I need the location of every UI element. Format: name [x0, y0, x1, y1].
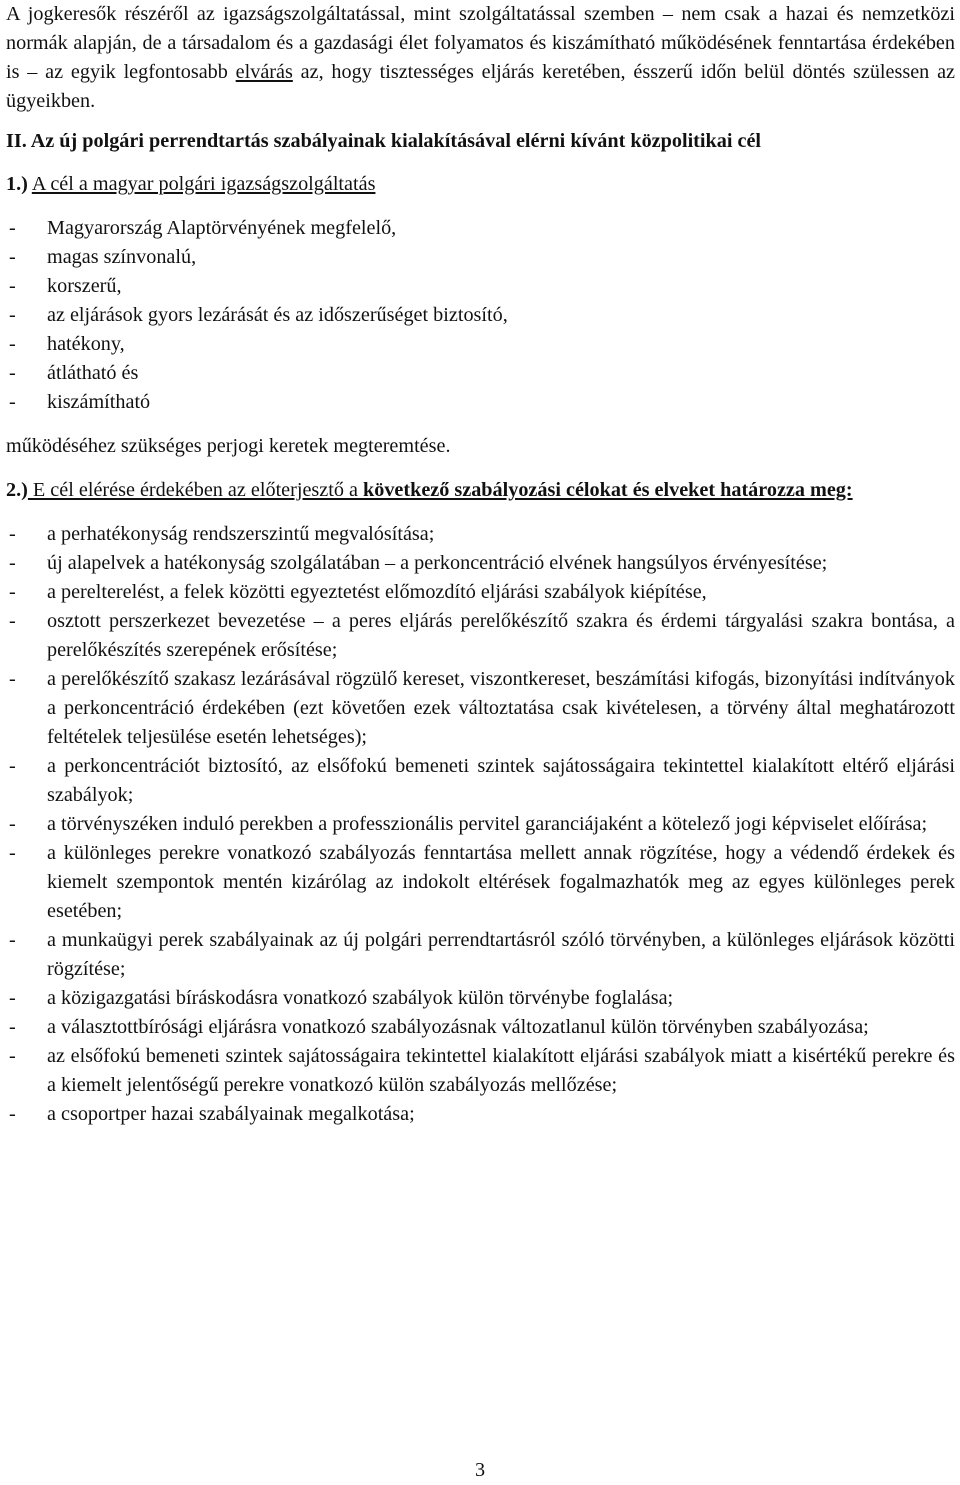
list-marker: -	[9, 842, 16, 864]
section2-intro-bold: következő szabályozási célokat és elveket határozza meg:	[363, 479, 853, 501]
list-item	[6, 272, 955, 301]
list-marker: -	[9, 275, 16, 297]
list-item-text: a csoportper hazai szabályainak megalkotása;	[47, 1103, 415, 1125]
list-item	[6, 549, 955, 578]
list-item	[6, 839, 955, 926]
list-marker: -	[9, 813, 16, 835]
list-item-text: Magyarország Alaptörvényének megfelelő,	[47, 217, 397, 239]
list-marker: -	[9, 552, 16, 574]
list-marker: -	[9, 1103, 16, 1125]
list-marker: -	[9, 668, 16, 690]
list-marker: -	[9, 391, 16, 413]
list-marker: -	[9, 610, 16, 632]
list-item	[6, 301, 955, 330]
list-marker: -	[9, 304, 16, 326]
section-heading: II. Az új polgári perrendtartás szabályainak kialakításával elérni kívánt közpolitikai cél	[6, 130, 762, 152]
list-item	[6, 330, 955, 359]
list-item	[6, 665, 955, 752]
intro-text-2: az, hogy tisztességes eljárás keretében, ésszerű időn belül döntés szülessen az ügyeikben.	[6, 61, 956, 112]
section2-number: 2.)	[6, 479, 28, 501]
list-item	[6, 926, 955, 984]
list-marker: -	[9, 362, 16, 384]
list-item-text: a munkaügyi perek szabályainak az új polgári perrendtartásról szóló törvényben, a különleges eljárások közötti rögzítése;	[47, 929, 955, 980]
list-marker: -	[9, 523, 16, 545]
list-item	[6, 359, 955, 388]
list-item-text: kiszámítható	[47, 391, 151, 413]
list-item	[6, 243, 955, 272]
list-item-text: a perelterelést, a felek közötti egyeztetést előmozdító eljárási szabályok kiépítése,	[47, 581, 707, 603]
list-item	[6, 1042, 955, 1100]
list-item-text: átlátható és	[47, 362, 139, 384]
list-marker: -	[9, 333, 16, 355]
section1-title-line	[6, 170, 955, 199]
list-item-text: az elsőfokú bemeneti szintek sajátosságaira tekintettel kialakított eljárási szabályok miatt a kisértékű perekre és a kiemelt jelentőségű perekre vonatkozó külön szabályozás mellőzése;	[47, 1045, 955, 1096]
list-item	[6, 1013, 955, 1042]
section2-list	[6, 520, 955, 1129]
list-marker: -	[9, 987, 16, 1009]
list-item-text: osztott perszerkezet bevezetése – a peres eljárás perelőkészítő szakra és érdemi tárgyalási szakra bontása, a perelőkészítés szerepének erősítése;	[47, 610, 955, 661]
list-item-text: korszerű,	[47, 275, 122, 297]
list-item-text: a perkoncentrációt biztosító, az elsőfokú bemeneti szintek sajátosságaira tekintettel kialakított eltérő eljárási szabályok;	[47, 755, 955, 806]
list-marker: -	[9, 755, 16, 777]
list-item	[6, 214, 955, 243]
list-item-text: a perhatékonyság rendszerszintű megvalósítása;	[47, 523, 435, 545]
intro-text-1: A jogkeresők részéről az igazságszolgáltatással, mint szolgáltatással szemben – nem csak a hazai és nemzetközi normák alapján, de a társadalom és a gazdasági élet folyamatos és kiszámítható működésének fenntartása érdekében is – az egyik legfontosabb	[6, 3, 955, 83]
list-marker: -	[9, 217, 16, 239]
intro-underlined-word: elvárás	[235, 61, 293, 83]
page-number: 3	[474, 1459, 486, 1481]
document-page	[6, 0, 955, 1129]
list-item-text: hatékony,	[47, 333, 125, 355]
list-item	[6, 752, 955, 810]
list-item-text: a választottbírósági eljárásra vonatkozó szabályozásnak változatlanul külön törvényben szabályozása;	[47, 1016, 869, 1038]
list-marker: -	[9, 929, 16, 951]
list-item	[6, 520, 955, 549]
intro-paragraph	[6, 0, 955, 116]
section1-title: A cél a magyar polgári igazságszolgáltatás	[31, 173, 376, 195]
section2-intro-plain: E cél elérése érdekében az előterjesztő a	[27, 479, 363, 501]
list-marker: -	[9, 1045, 16, 1067]
list-item-text: a törvényszéken induló perekben a professzionális pervitel garanciájaként a kötelező jogi képviselet előírása;	[47, 813, 928, 835]
list-item-text: magas színvonalú,	[47, 246, 197, 268]
section1-number: 1.)	[6, 173, 28, 195]
list-marker: -	[9, 246, 16, 268]
list-item-text: a különleges perekre vonatkozó szabályozás fenntartása mellett annak rögzítése, hogy a védendő érdekek és kiemelt szempontok mentén kizárólag az indokolt eltérések fogalmazhatók meg az egyes különleges perek esetében;	[47, 842, 955, 922]
section2-intro	[6, 476, 955, 505]
list-item	[6, 1100, 955, 1129]
list-item-text: az eljárások gyors lezárását és az időszerűséget biztosító,	[47, 304, 508, 326]
list-item-text: a perelőkészítő szakasz lezárásával rögzülő kereset, viszontkereset, beszámítási kifogás, bizonyítási indítványok a perkoncentráció érdekében (ezt követően ezek változtatása csak kivételesen, a törvény által meghatározott feltételek teljesülése esetén lehetséges);	[47, 668, 955, 748]
list-item	[6, 578, 955, 607]
list-item	[6, 810, 955, 839]
list-marker: -	[9, 581, 16, 603]
list-item	[6, 607, 955, 665]
list-item	[6, 984, 955, 1013]
section1-closing: működéséhez szükséges perjogi keretek megteremtése.	[6, 435, 451, 457]
list-item-text: a közigazgatási bíráskodásra vonatkozó szabályok külön törvénybe foglalása;	[47, 987, 674, 1009]
list-item	[6, 388, 955, 417]
list-marker: -	[9, 1016, 16, 1038]
section1-list	[6, 214, 955, 417]
list-item-text: új alapelvek a hatékonyság szolgálatában – a perkoncentráció elvének hangsúlyos érvényesítése;	[47, 552, 828, 574]
